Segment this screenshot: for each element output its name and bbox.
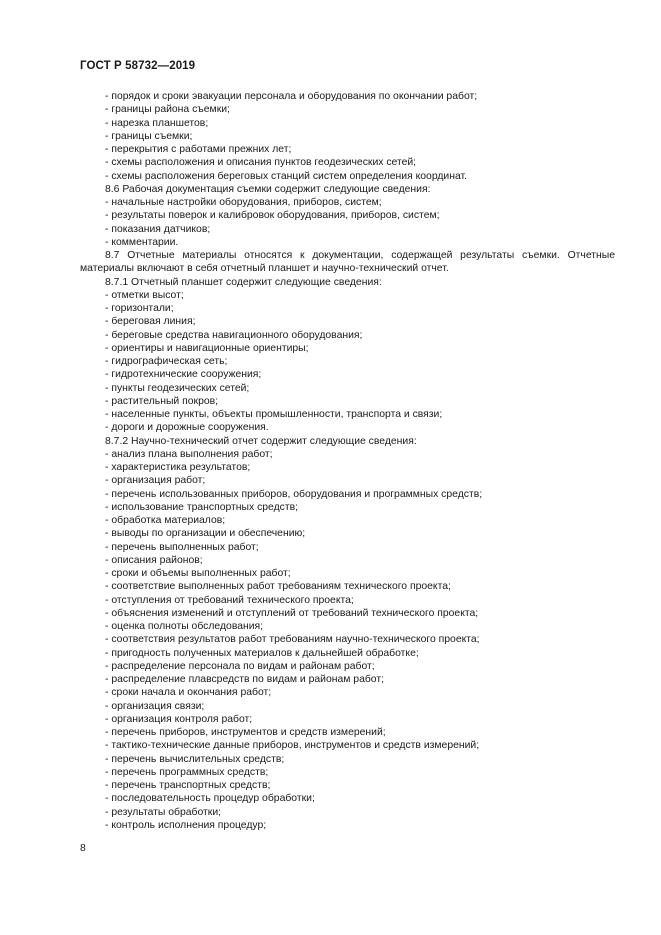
list-item: - береговая линия;	[105, 316, 196, 328]
list-item: - организация связи;	[105, 700, 205, 712]
list-item: - оценка полноты обследования;	[105, 621, 264, 632]
list-item: - распределение плавсредств по видам и районам работ;	[105, 674, 384, 685]
document-header: ГОСТ Р 58732—2019	[80, 60, 196, 72]
list-item: - отметки высот;	[105, 289, 184, 301]
paragraph: 8.7 Отчетные материалы относятся к документации, содержащей результаты съемки. Отчетные материалы включают в себя отчетный планшет и научно-технический отчет.	[80, 250, 615, 275]
list-item: - перечень вычислительных средств;	[105, 753, 285, 765]
page-number: 8	[80, 843, 86, 854]
list-item: - обработка материалов;	[105, 515, 226, 526]
paragraph: 8.7.1 Отчетный планшет содержит следующие сведения:	[105, 276, 382, 288]
list-item: - контроль исполнения процедур;	[105, 819, 267, 831]
list-item: - гидротехнические сооружения;	[105, 369, 262, 381]
list-item: - растительный покров;	[105, 395, 219, 407]
list-item: - комментарии.	[105, 236, 179, 248]
document-body	[80, 90, 615, 832]
list-item: - распределение персонала по видам и районам работ;	[105, 660, 375, 672]
list-item: - гидрографическая сеть;	[105, 356, 228, 367]
list-item: - перекрытия с работами прежних лет;	[105, 144, 292, 155]
list-item: - результаты обработки;	[105, 806, 222, 818]
list-item: - показания датчиков;	[105, 223, 211, 235]
list-item: - береговые средства навигационного оборудования;	[105, 329, 363, 341]
list-item: - ориентиры и навигационные ориентиры;	[105, 342, 309, 354]
list-item: - схемы расположения береговых станций систем определения координат.	[105, 170, 468, 182]
list-item: - перечень программных средств;	[105, 766, 269, 778]
list-item: - схемы расположения и описания пунктов геодезических сетей;	[105, 157, 417, 169]
list-item: - отступления от требований технического проекта;	[105, 594, 354, 606]
list-item: - порядок и сроки эвакуации персонала и оборудования по окончании работ;	[105, 91, 478, 102]
list-item: - характеристика результатов;	[105, 462, 251, 473]
list-item: - нарезка планшетов;	[105, 117, 209, 129]
list-item: - описания районов;	[105, 554, 203, 566]
list-item: - соответствие выполненных работ требованиям технического проекта;	[105, 581, 451, 593]
list-item: - границы района съемки;	[105, 104, 230, 116]
list-item: - населенные пункты, объекты промышленности, транспорта и связи;	[105, 409, 443, 420]
list-item: - начальные настройки оборудования, приборов, систем;	[105, 197, 382, 208]
list-item: - пункты геодезических сетей;	[105, 382, 250, 394]
list-item: - сроки начала и окончания работ;	[105, 687, 272, 699]
list-item: - дороги и дорожные сооружения.	[105, 422, 269, 434]
list-item: - организация работ;	[105, 475, 206, 487]
list-item: - пригодность полученных материалов к дальнейшей обработке;	[105, 647, 419, 659]
list-item: - соответствия результатов работ требованиям научно-технического проекта;	[105, 634, 480, 646]
list-item: - сроки и объемы выполненных работ;	[105, 568, 291, 579]
paragraph: 8.7.2 Научно-технический отчет содержит следующие сведения:	[105, 435, 417, 447]
list-item: - выводы по организации и обеспечению;	[105, 528, 306, 540]
paragraph: 8.6 Рабочая документация съемки содержит следующие сведения:	[105, 183, 431, 195]
list-item: - результаты поверок и калибровок оборудования, приборов, систем;	[105, 210, 440, 222]
list-item: - перечень использованных приборов, оборудования и программных средств;	[105, 488, 483, 500]
list-item: - использование транспортных средств;	[105, 501, 299, 513]
list-item: - горизонтали;	[105, 303, 174, 314]
list-item: - объяснения изменений и отступлений от требований технического проекта;	[105, 607, 479, 619]
list-item: - последовательность процедур обработки;	[105, 793, 315, 805]
list-item: - перечень выполненных работ;	[105, 541, 259, 553]
list-item: - тактико-технические данные приборов, инструментов и средств измерений;	[105, 740, 480, 752]
list-item: - перечень приборов, инструментов и средств измерений;	[105, 727, 386, 738]
list-item: - перечень транспортных средств;	[105, 780, 271, 791]
list-item: - границы съемки;	[105, 130, 193, 142]
list-item: - анализ плана выполнения работ;	[105, 448, 273, 460]
list-item: - организация контроля работ;	[105, 713, 253, 725]
